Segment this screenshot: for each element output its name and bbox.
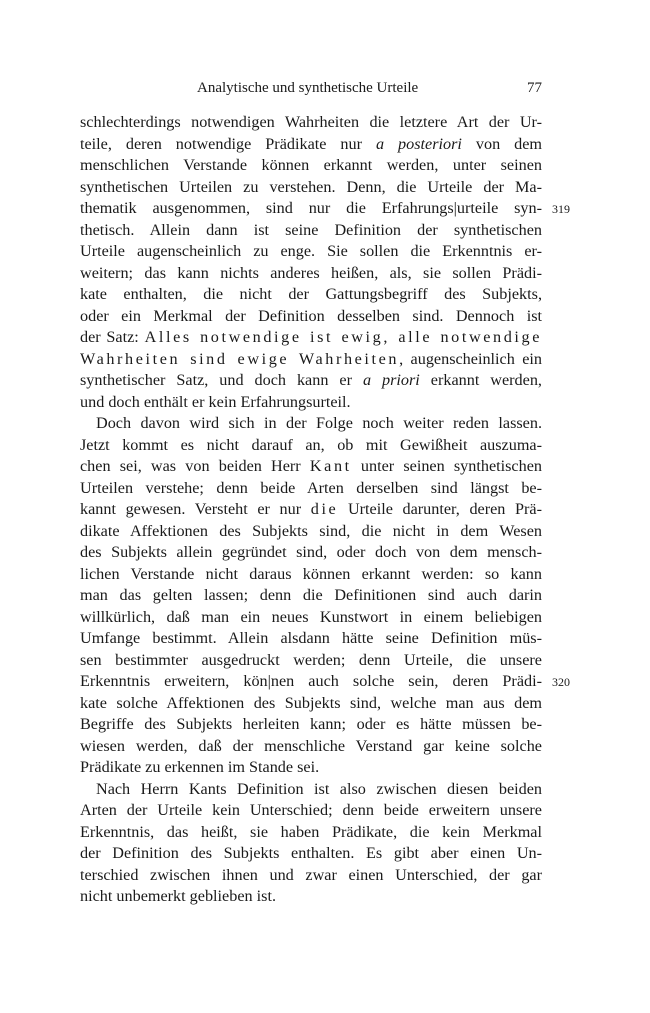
text-segment: thematik ausgenommen, sind nur die Erfahrungs|urteile syn-: [80, 199, 542, 217]
text-segment: und doch enthält er kein Erfahrungsurteil.: [80, 392, 351, 411]
text-segment: nicht unbemerkt geblieben ist.: [80, 887, 276, 905]
text-segment: der Definition des Subjekts enthalten. Es gibt aber einen Un-: [80, 844, 542, 862]
emphasis-text: die: [310, 500, 339, 518]
text-line: [80, 241, 542, 263]
text-segment: terschied zwischen ihnen und zwar einen Unterschied, der gar: [80, 865, 542, 884]
text-line: [80, 306, 542, 328]
text-line: [80, 822, 542, 844]
text-line: [80, 542, 542, 564]
text-line: [80, 650, 542, 672]
text-line: [80, 220, 542, 242]
text-line: [80, 327, 542, 349]
text-segment: Urteilen verstehe; denn beide Arten derselben sind längst be-: [80, 478, 542, 497]
text-segment: kate solche Affektionen des Subjekts sind, welche man aus dem: [80, 693, 542, 712]
text-segment: chen sei, was von beiden Herr: [80, 457, 310, 475]
text-line: [80, 478, 542, 500]
text-segment: Erkenntnis erweitern, kön|nen auch solche sein, deren Prädi-: [80, 672, 542, 690]
text-segment: menschlichen Verstande können erkannt werden, unter seinen: [80, 156, 542, 174]
emphasis-text: Alles notwendige ist ewig, alle notwendige: [144, 328, 542, 346]
text-line: [80, 714, 542, 736]
text-line: [80, 198, 570, 220]
running-head: [80, 80, 546, 102]
text-segment: erkannt werden,: [419, 371, 542, 389]
text-line: [80, 800, 542, 822]
text-segment: synthetischen Urteilen zu verstehen. Denn, die Urteile der Ma-: [80, 177, 542, 196]
text-segment: man das gelten lassen; denn die Definitionen sind auch darin: [80, 586, 542, 604]
text-segment: kate enthalten, die nicht der Gattungsbegriff des Subjekts,: [80, 285, 542, 303]
text-segment: Nach Herrn Kants Definition ist also zwischen diesen beiden: [96, 779, 542, 798]
text-segment: weitern; das kann nichts anderes heißen, als, sie sollen Prädi-: [80, 263, 542, 282]
text-line: [80, 112, 542, 134]
text-line: [80, 607, 542, 629]
text-line: [80, 349, 542, 371]
italic-text: a posteriori: [375, 134, 462, 153]
text-segment: dikate Affektionen des Subjekts sind, die nicht in dem Wesen: [80, 521, 542, 540]
text-segment: Erkenntnis, das heißt, sie haben Prädikate, die kein Merkmal: [80, 822, 542, 841]
text-segment: thetisch. Allein dann ist seine Definition der synthetischen: [80, 220, 542, 239]
text-segment: kannt gewesen. Versteht er nur: [80, 500, 311, 518]
text-line: [80, 435, 542, 457]
body-text: [80, 112, 570, 908]
marginal-page-reference: 319: [552, 202, 570, 216]
text-line: [80, 757, 542, 779]
text-segment: Urteile darunter, deren Prä-: [338, 500, 542, 518]
text-line: [80, 671, 570, 693]
text-line: [80, 693, 542, 715]
text-segment: sen bestimmter ausgedruckt werden; denn Urteile, die unsere: [80, 650, 542, 669]
text-segment: Doch davon wird sich in der Folge noch weiter reden lassen.: [96, 414, 542, 432]
emphasis-text: Kant: [309, 457, 352, 475]
text-segment: der Satz:: [80, 328, 145, 346]
text-segment: Begriffe des Subjekts herleiten kann; oder es hätte müssen be-: [80, 715, 542, 733]
text-line: [80, 628, 542, 650]
text-segment: lichen Verstande nicht daraus können erkannt werden: so kann: [80, 564, 542, 583]
text-line: [80, 843, 542, 865]
running-head-title: Analytische und synthetische Urteile: [197, 80, 419, 96]
text-line: [80, 564, 542, 586]
text-segment: von dem: [461, 134, 543, 153]
text-line: [80, 177, 542, 199]
text-segment: teile, deren notwendige Prädikate nur: [80, 134, 376, 153]
text-line: [80, 284, 542, 306]
text-segment: Arten der Urteile kein Unterschied; denn beide erweitern unsere: [80, 801, 542, 819]
text-line: [80, 499, 542, 521]
text-line: [80, 456, 542, 478]
italic-text: a priori: [362, 371, 420, 389]
text-segment: schlechterdings notwendigen Wahrheiten die letztere Art der Ur-: [80, 113, 542, 131]
text-segment: , augenscheinlich ein: [399, 349, 542, 368]
text-segment: unter seinen synthetischen: [351, 457, 542, 475]
emphasis-text: Wahrheiten sind ewige Wahrheiten: [80, 349, 400, 368]
text-line: [80, 370, 542, 392]
text-line: [80, 779, 542, 801]
text-segment: synthetischer Satz, und doch kann er: [80, 371, 363, 389]
text-segment: Urteile augenscheinlich zu enge. Sie sollen die Erkenntnis er-: [80, 242, 542, 260]
page-number: 77: [527, 80, 542, 96]
text-segment: wiesen werden, daß der menschliche Verstand gar keine solche: [80, 736, 542, 755]
text-line: [80, 413, 542, 435]
text-line: [80, 521, 542, 543]
text-line: [80, 736, 542, 758]
text-line: [80, 585, 542, 607]
text-line: [80, 392, 542, 414]
text-line: [80, 134, 542, 156]
text-segment: des Subjekts allein gegründet sind, oder doch von dem mensch-: [80, 543, 542, 561]
text-segment: Jetzt kommt es nicht darauf an, ob mit Gewißheit auszuma-: [80, 435, 542, 454]
text-segment: oder ein Merkmal der Definition desselben sind. Dennoch ist: [80, 306, 542, 325]
text-line: [80, 865, 542, 887]
text-line: [80, 263, 542, 285]
text-segment: Umfange bestimmt. Allein alsdann hätte seine Definition müs-: [80, 629, 542, 647]
text-line: [80, 155, 542, 177]
marginal-page-reference: 320: [552, 675, 570, 689]
text-segment: willkürlich, daß man ein neues Kunstwort in einem beliebigen: [80, 607, 542, 626]
text-segment: Prädikate zu erkennen im Stande sei.: [80, 758, 320, 776]
text-line: [80, 886, 542, 908]
